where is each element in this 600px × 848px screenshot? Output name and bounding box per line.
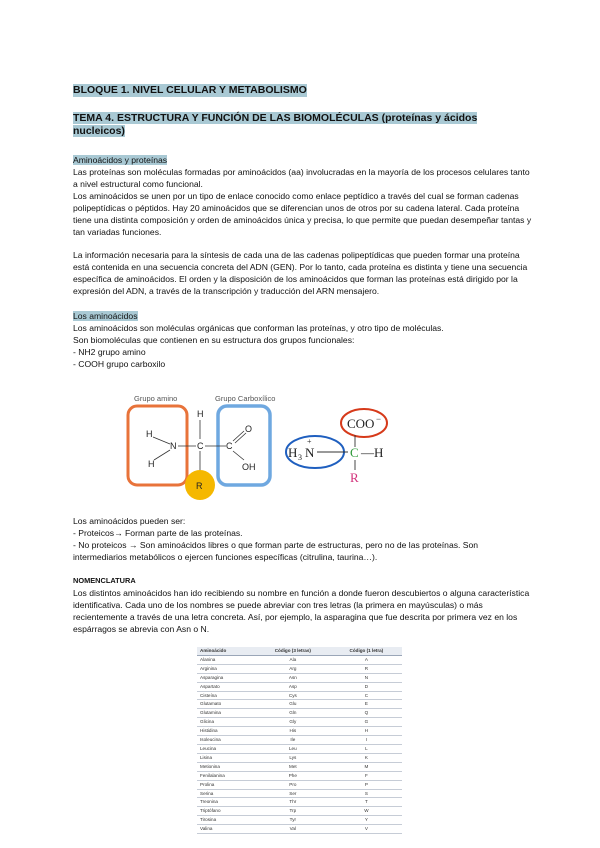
paragraph: Las proteínas son moléculas formadas por aminoácidos (aa) involucradas en la mayoría de los procesos celulares tanto a nivel estructural como funcional. xyxy=(73,167,530,189)
table-cell: Asn xyxy=(255,673,331,682)
table-body xyxy=(197,655,402,833)
table-cell: R xyxy=(331,664,402,673)
amino-acid-code-table xyxy=(197,647,402,834)
topic-title-text: TEMA 4. ESTRUCTURA Y FUNCIÓN DE LAS BIOMOLÉCULAS (proteínas y ácidos nucleicos) xyxy=(73,112,478,137)
table-row xyxy=(197,709,402,718)
table-cell: C xyxy=(331,691,402,700)
paragraph: La información necesaria para la síntesis de cada una de las cadenas polipeptídicas que pueden formar una proteína está contenida en una secuencia concreta del ADN (GEN). Por lo tanto, cada proteína es distinta y tiene una secuencia específica de aminoácidos. El orden y la disposición de los aminoácidos que forman las proteínas está dirigido por la expresión del ADN, a través de la transcripción y traducción del ARN mensajero. xyxy=(73,250,528,297)
formula-r: R xyxy=(350,470,359,485)
table-cell: Ala xyxy=(255,655,331,664)
table-cell: Ile xyxy=(255,736,331,745)
table-cell: K xyxy=(331,753,402,762)
atom-c-alpha: C xyxy=(197,441,204,451)
table-row xyxy=(197,682,402,691)
table-cell: Arg xyxy=(255,664,331,673)
section1-body xyxy=(73,167,533,298)
paragraph: Los distintos aminoácidos han ido recibiendo su nombre en función a donde fueron descubiertos o alguna característica identificativa. Cada uno de los nombres se puede abreviar con tres letras (la primera en mayúsculas) o más recientemente a través de una letra concreta. Así, por ejemplo, la asparagina que fue descrita por primera vez en los espárragos se abrevia con Asn o N. xyxy=(73,588,530,634)
formula-h: H xyxy=(288,445,298,460)
table-cell: E xyxy=(331,700,402,709)
table-cell: Asp xyxy=(255,682,331,691)
text-line: - No proteicos → Son aminoácidos libres o que forman parte de estructuras, pero no de las proteínas. Son intermediarios metabólicos o ejercen funciones específicas (citrulina, taurina…). xyxy=(73,539,479,562)
section-heading-los-aminoacidos xyxy=(73,311,138,322)
label-amino-group: Grupo amino xyxy=(134,394,178,403)
atom-oh: OH xyxy=(242,462,256,472)
table-cell: Prolina xyxy=(197,780,255,789)
table-row xyxy=(197,807,402,816)
table-row xyxy=(197,700,402,709)
table-cell: Arginina xyxy=(197,664,255,673)
table-cell: Lys xyxy=(255,753,331,762)
table-cell: Treonina xyxy=(197,798,255,807)
table-cell: I xyxy=(331,736,402,745)
section3-body xyxy=(73,516,533,564)
bond xyxy=(153,437,170,444)
table-cell: Y xyxy=(331,816,402,825)
section4-body xyxy=(73,588,533,636)
table-cell: Gly xyxy=(255,718,331,727)
table-cell: Pro xyxy=(255,780,331,789)
table-cell: Glutamina xyxy=(197,709,255,718)
table-header-row xyxy=(197,647,402,655)
table-cell: W xyxy=(331,807,402,816)
table-row xyxy=(197,753,402,762)
atom-o: O xyxy=(245,424,253,434)
table-cell: Aspartato xyxy=(197,682,255,691)
table-cell: T xyxy=(331,798,402,807)
section-heading-text: Aminoácidos y proteínas xyxy=(73,155,168,165)
table-cell: Phe xyxy=(255,771,331,780)
table-row xyxy=(197,780,402,789)
table-cell: L xyxy=(331,744,402,753)
block-title: BLOQUE 1. NIVEL CELULAR Y METABOLISMO xyxy=(73,84,307,96)
table-header: Código (3 letras) xyxy=(255,647,331,655)
table-cell: Fenilalanina xyxy=(197,771,255,780)
table-cell: S xyxy=(331,789,402,798)
table-cell: Leucina xyxy=(197,744,255,753)
formula-plus: + xyxy=(307,437,312,446)
table-cell: Trp xyxy=(255,807,331,816)
paragraph: Los aminoácidos se unen por un tipo de enlace conocido como enlace peptídico a través del cual se forman cadenas polipeptídicas o péptidos. Hay 20 aminoácidos que se diferencian unos de otros por su cadena lateral. Cada proteína tiene una distinta composición y orden de aminoácidos única y precisa, lo que permite que puedan desempeñar tantas y tan variadas funciones. xyxy=(73,190,532,237)
table-cell: Tirosina xyxy=(197,816,255,825)
formula-c: C xyxy=(350,445,359,460)
table-cell: V xyxy=(331,825,402,834)
table-cell: Cys xyxy=(255,691,331,700)
formula-minus: − xyxy=(376,414,382,424)
table-cell: G xyxy=(331,718,402,727)
table-header: Código (1 letra) xyxy=(331,647,402,655)
table-cell: D xyxy=(331,682,402,691)
table-cell: Gln xyxy=(255,709,331,718)
table-row xyxy=(197,825,402,834)
table-cell: N xyxy=(331,673,402,682)
text-line: Los aminoácidos pueden ser: xyxy=(73,516,186,526)
table-cell: Lisina xyxy=(197,753,255,762)
table-row xyxy=(197,744,402,753)
text-line: - NH2 grupo amino xyxy=(73,346,146,357)
table-cell: H xyxy=(331,727,402,736)
table-cell: Thr xyxy=(255,798,331,807)
table-cell: Glu xyxy=(255,700,331,709)
amino-acid-structure-diagram xyxy=(120,390,490,505)
section-heading-nomenclatura: NOMENCLATURA xyxy=(73,576,136,585)
atom-h: H xyxy=(148,459,155,469)
formula-h-subscript: 3 xyxy=(298,453,302,462)
table-row xyxy=(197,789,402,798)
section2-body xyxy=(73,323,533,371)
table-cell: M xyxy=(331,762,402,771)
text-line: - Proteicos→ Forman parte de las proteínas. xyxy=(73,527,243,538)
bond xyxy=(233,451,244,460)
table-row xyxy=(197,798,402,807)
table-row xyxy=(197,664,402,673)
table-row xyxy=(197,718,402,727)
atom-n: N xyxy=(170,441,177,451)
table-cell: His xyxy=(255,727,331,736)
table-cell: Tyr xyxy=(255,816,331,825)
text-line: Los aminoácidos son moléculas orgánicas que conforman las proteínas, y otro tipo de moléculas. xyxy=(73,323,444,333)
section-heading-aminoacidos-proteinas xyxy=(73,155,167,166)
label-carboxyl-group: Grupo Carboxílico xyxy=(215,394,276,403)
atom-c-carboxyl: C xyxy=(226,441,233,451)
table-row xyxy=(197,771,402,780)
table-cell: Valina xyxy=(197,825,255,834)
topic-title xyxy=(73,112,523,138)
table-row xyxy=(197,691,402,700)
table-cell: Met xyxy=(255,762,331,771)
table-row xyxy=(197,816,402,825)
table-cell: Serina xyxy=(197,789,255,798)
formula-n: N xyxy=(305,445,315,460)
bond xyxy=(154,450,170,460)
table-row xyxy=(197,727,402,736)
table-cell: Q xyxy=(331,709,402,718)
text-line: Son biomoléculas que contienen en su estructura dos grupos funcionales: xyxy=(73,334,355,345)
table-cell: Asparagina xyxy=(197,673,255,682)
table-row xyxy=(197,762,402,771)
text-line: - COOH grupo carboxilo xyxy=(73,358,166,369)
table-cell: Glutamato xyxy=(197,700,255,709)
table-header: Aminoácido xyxy=(197,647,255,655)
table-cell: Cisteína xyxy=(197,691,255,700)
section-heading-text: Los aminoácidos xyxy=(73,311,138,321)
atom-h: H xyxy=(146,429,153,439)
table-row xyxy=(197,655,402,664)
atom-h: H xyxy=(197,409,204,419)
table-cell: Isoleucina xyxy=(197,736,255,745)
table-cell: Metionina xyxy=(197,762,255,771)
table-cell: Triptófano xyxy=(197,807,255,816)
table-cell: Alanina xyxy=(197,655,255,664)
table-row xyxy=(197,673,402,682)
table-row xyxy=(197,736,402,745)
table-cell: A xyxy=(331,655,402,664)
table-cell: F xyxy=(331,771,402,780)
amino-group-box xyxy=(128,406,187,485)
formula-coo: COO xyxy=(347,416,375,431)
formula-h-right: —H xyxy=(361,445,384,460)
table-cell: Glicina xyxy=(197,718,255,727)
table-cell: Leu xyxy=(255,744,331,753)
table-cell: P xyxy=(331,780,402,789)
table-cell: Ser xyxy=(255,789,331,798)
atom-r: R xyxy=(196,481,203,491)
table-cell: Val xyxy=(255,825,331,834)
table-cell: Histidina xyxy=(197,727,255,736)
